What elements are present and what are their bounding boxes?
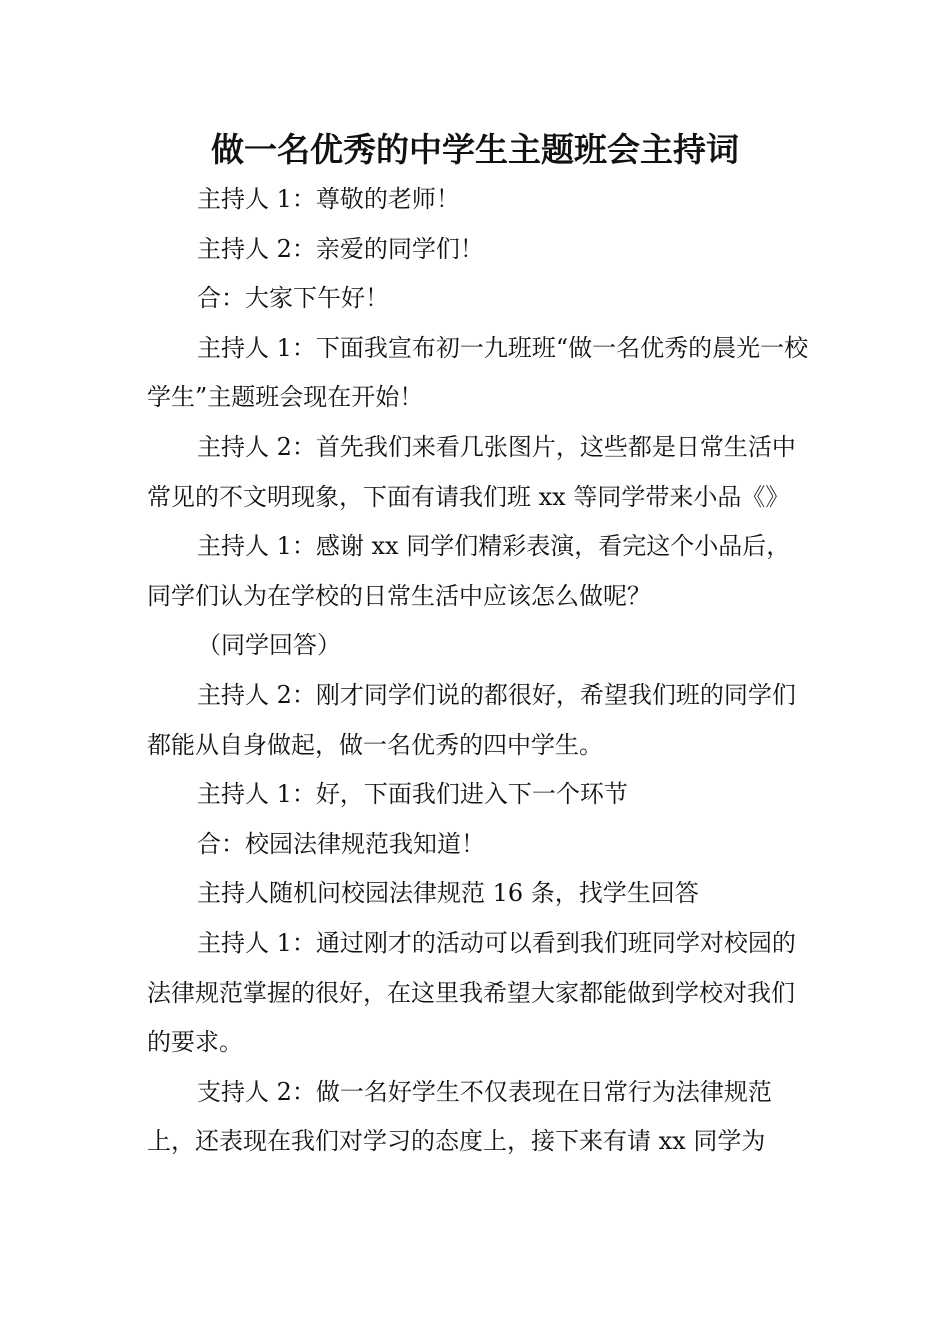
paragraph: 主持人 2：首先我们来看几张图片，这些都是日常生活中常见的不文明现象，下面有请我们班 xx 等同学带来小品《》 bbox=[147, 432, 796, 511]
paragraph: 主持人 1：通过刚才的活动可以看到我们班同学对校园的法律规范掌握的很好，在这里我希望大家都能做到学校对我们的要求。 bbox=[147, 928, 796, 1057]
paragraph: 合：校园法律规范我知道！ bbox=[197, 829, 485, 858]
paragraph: 主持人 2：刚才同学们说的都很好，希望我们班的同学们都能从自身做起，做一名优秀的四中学生。 bbox=[147, 680, 796, 759]
paragraph: 主持人 1：尊敬的老师！ bbox=[197, 185, 460, 213]
document-body bbox=[147, 175, 809, 1167]
paragraph: 主持人 1：下面我宣布初一九班班“做一名优秀的晨光一校学生”主题班会现在开始！ bbox=[147, 333, 809, 412]
paragraph: 主持人随机问校园法律规范 16 条，找学生回答 bbox=[197, 879, 699, 908]
document-title: 做一名优秀的中学生主题班会主持词 bbox=[211, 130, 739, 169]
paragraph: （同学回答） bbox=[197, 631, 341, 660]
paragraph: 主持人 1：感谢 xx 同学们精彩表演，看完这个小品后，同学们认为在学校的日常生活中应该怎么做呢？ bbox=[147, 532, 791, 610]
paragraph: 主持人 1：好，下面我们进入下一个环节 bbox=[197, 780, 628, 809]
paragraph: 支持人 2：做一名好学生不仅表现在日常行为法律规范上，还表现在我们对学习的态度上，接下来有请 xx 同学为 bbox=[147, 1077, 772, 1156]
paragraph: 主持人 2：亲爱的同学们！ bbox=[197, 234, 484, 263]
paragraph: 合：大家下午好！ bbox=[197, 284, 389, 313]
